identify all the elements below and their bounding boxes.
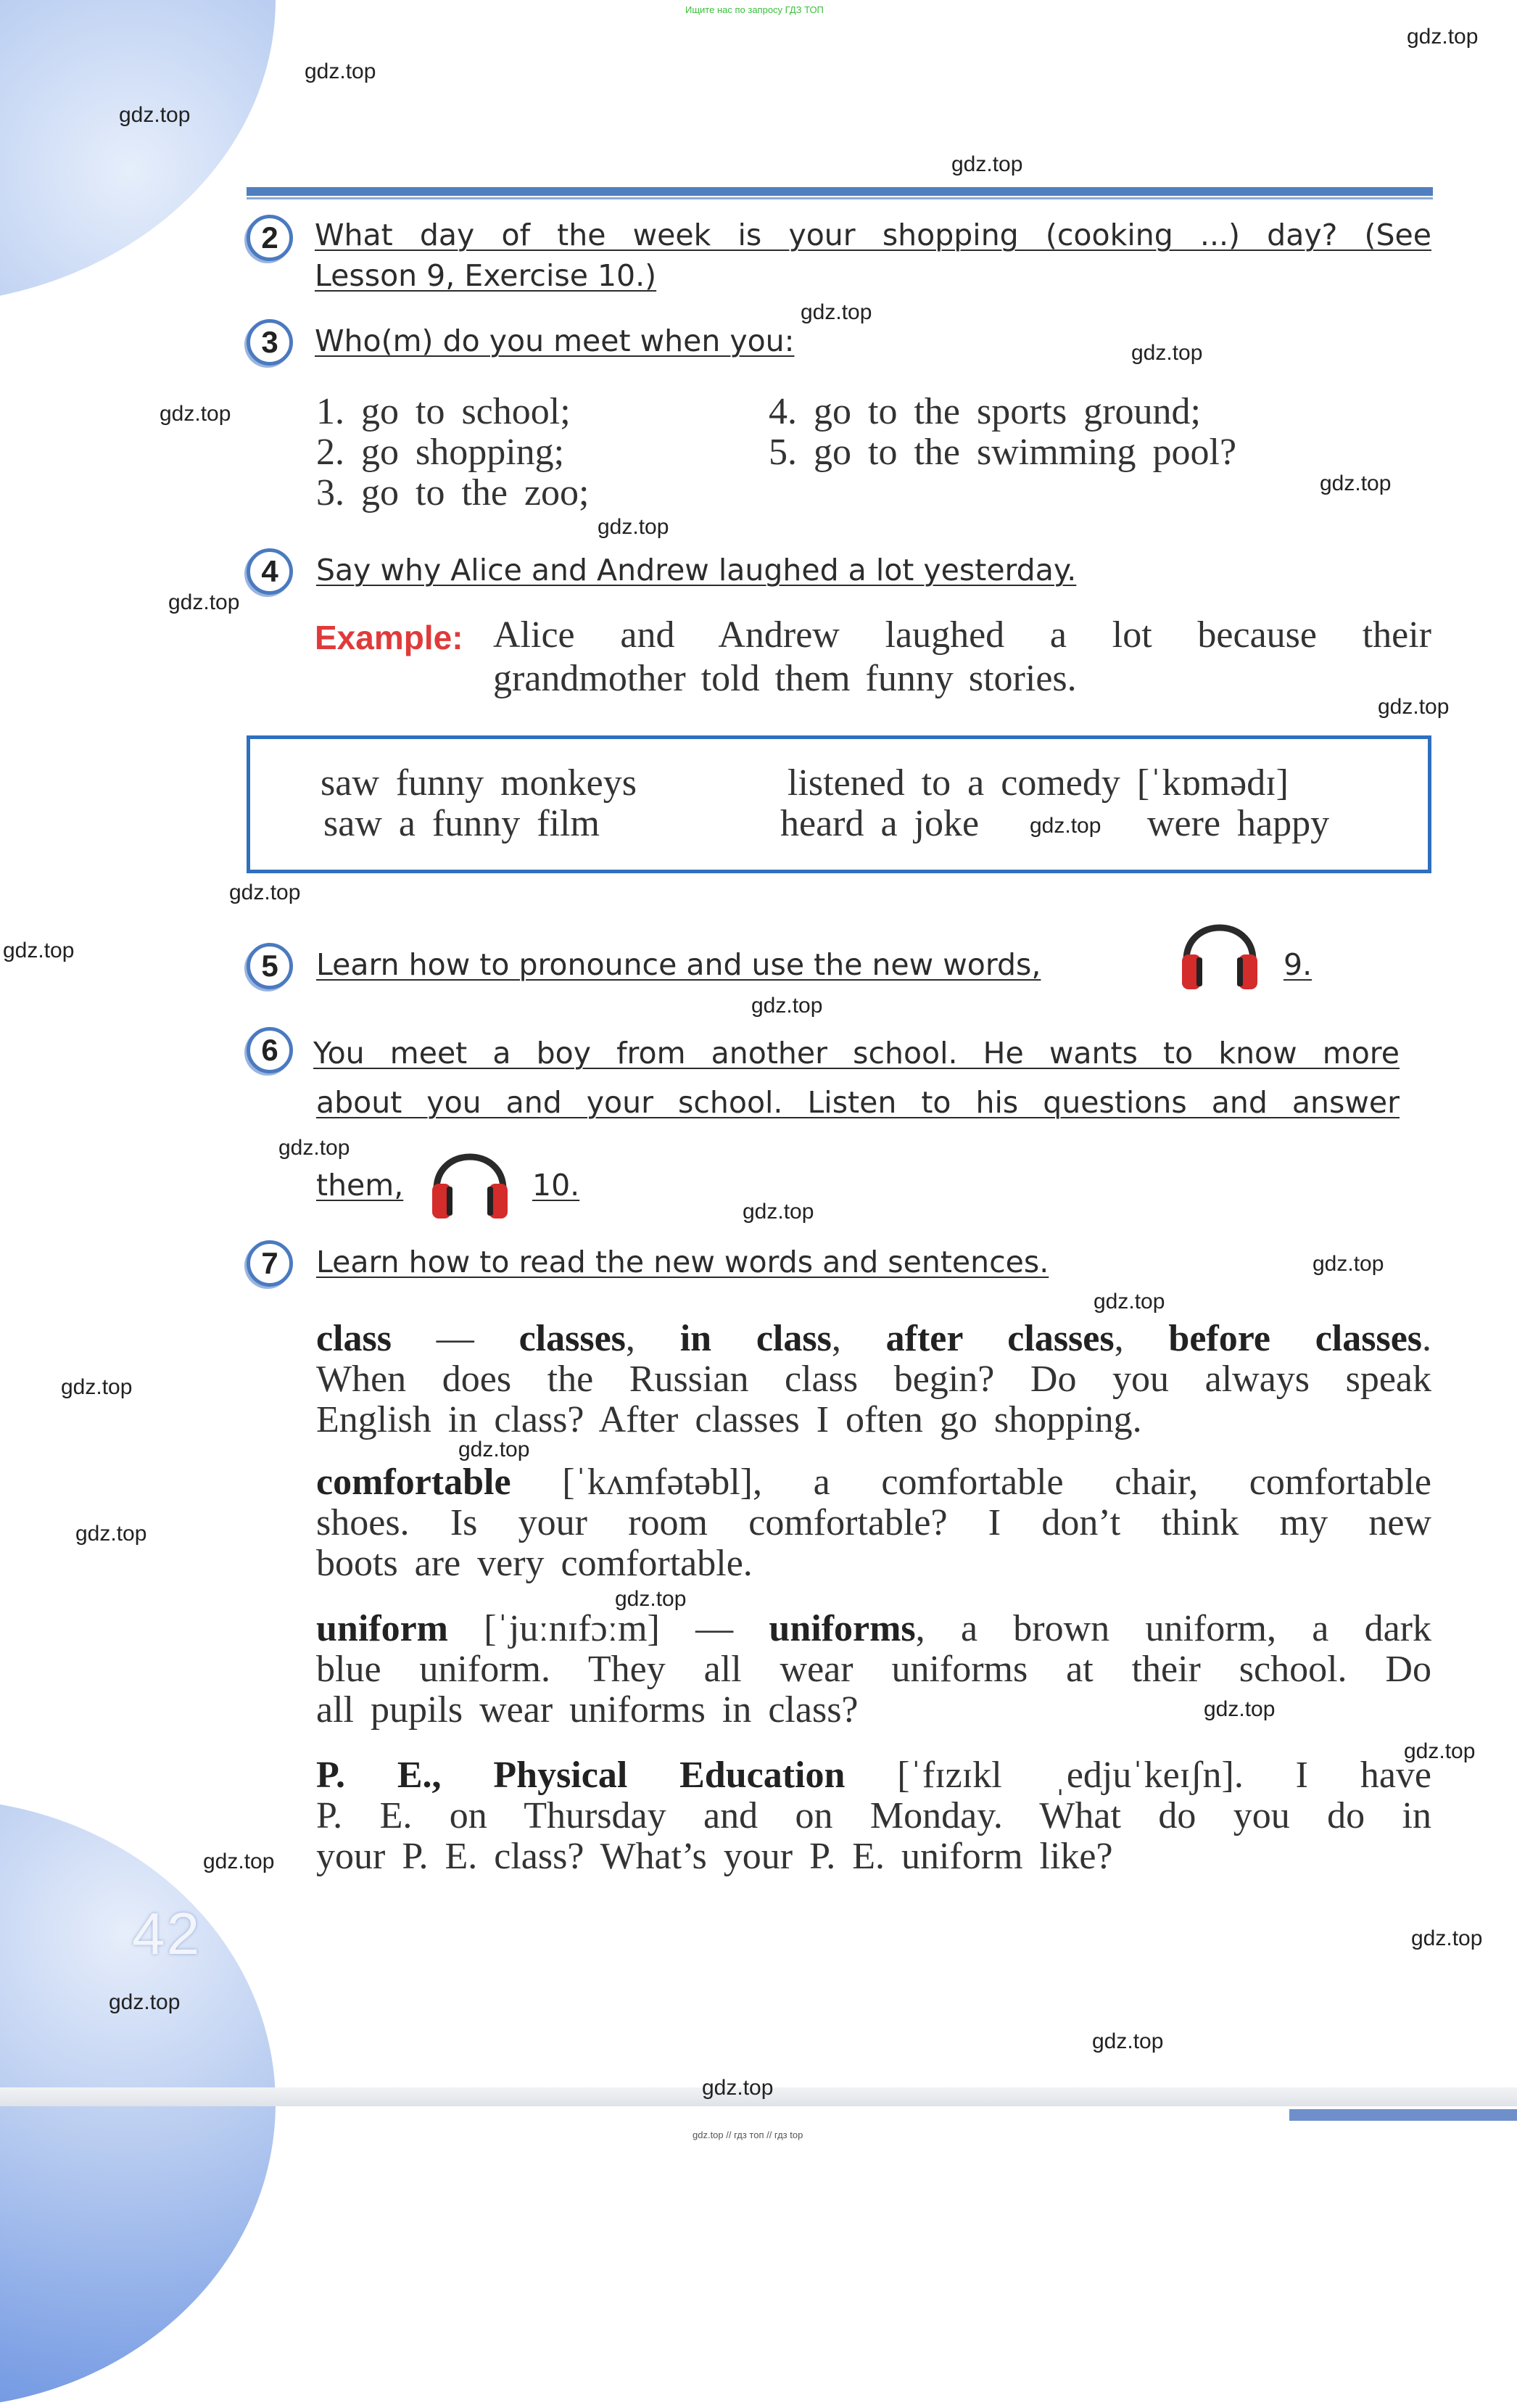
vocab-word: P. E., Physical Education [316, 1755, 846, 1796]
vocab-uniform-headline [316, 1607, 1431, 1650]
vocab-word: after classes [885, 1318, 1115, 1359]
watermark: gdz.top [1411, 1926, 1483, 1950]
vocab-uniform-line-1: blue uniform. They all wear uniforms at their school. Do [316, 1649, 1431, 1690]
vocab-word: uniforms [769, 1608, 916, 1649]
vocab-uniform-line-2: all pupils wear uniforms in class? [316, 1689, 859, 1731]
vocab-text: , a brown uniform, a dark [915, 1608, 1432, 1649]
watermark: gdz.top [305, 59, 376, 83]
watermark: gdz.top [951, 152, 1023, 176]
watermark: gdz.top [702, 2076, 774, 2100]
exercise-7-instruction: Learn how to read the new words and sentences. [316, 1245, 1049, 1279]
footer-accent [1289, 2109, 1517, 2121]
watermark: gdz.top [598, 515, 669, 539]
watermark: gdz.top [615, 1587, 687, 1611]
watermark: gdz.top [3, 939, 75, 962]
watermark: gdz.top [109, 1990, 181, 2014]
exercise-7-badge: 7 [247, 1240, 293, 1287]
watermark: gdz.top [1320, 471, 1392, 495]
example-line-2: grandmother told them funny stories. [493, 658, 1077, 699]
exercise-3-item-3: 3. go to the zoo; [316, 472, 590, 514]
vocab-text: [ˈkʌmfətəbl], a comfortable chair, comfortable [511, 1461, 1431, 1503]
watermark: gdz.top [160, 402, 231, 426]
watermark: gdz.top [1407, 25, 1479, 49]
corner-decoration-top [0, 0, 276, 305]
watermark: gdz.top [75, 1522, 147, 1546]
watermark: gdz.top [801, 300, 872, 324]
exercise-6-track: 10. [532, 1168, 580, 1203]
exercise-3-item-2: 2. go shopping; [316, 432, 565, 473]
exercise-6-badge: 6 [247, 1027, 293, 1073]
word-box-item-5: were happy [1147, 803, 1330, 844]
vocab-class-line-1: When does the Russian class begin? Do you always speak [316, 1358, 1431, 1400]
top-search-note: Ищите нас по запросу ГДЗ ТОП [685, 4, 824, 15]
exercise-3-item-5: 5. go to the swimming pool? [769, 432, 1237, 473]
exercise-5-instruction: Learn how to pronounce and use the new words, [316, 947, 1041, 982]
watermark: gdz.top [229, 881, 301, 904]
exercise-4-badge: 4 [247, 548, 293, 595]
exercise-2-badge: 2 [247, 215, 293, 261]
vocab-word: classes [518, 1318, 626, 1359]
exercise-3-item-1: 1. go to school; [316, 391, 571, 432]
exercise-3-item-4: 4. go to the sports ground; [769, 391, 1201, 432]
watermark: gdz.top [1378, 695, 1450, 719]
header-rule [247, 187, 1433, 196]
headphones-icon [426, 1133, 513, 1220]
example-line-1: Alice and Andrew laughed a lot because their [493, 614, 1431, 656]
watermark: gdz.top [1092, 2029, 1164, 2053]
exercise-3-badge: 3 [247, 319, 293, 366]
exercise-5-badge: 5 [247, 943, 293, 989]
vocab-class-line-2: English in class? After classes I often go shopping. [316, 1399, 1142, 1440]
vocab-pe-line-2: your P. E. class? What’s your P. E. uniform like? [316, 1836, 1113, 1877]
exercise-6-line-2: about you and your school. Listen to his questions and answer [316, 1085, 1400, 1120]
bottom-note: gdz.top // гдз топ // гдз top [693, 2129, 803, 2140]
exercise-5-track: 9. [1284, 947, 1313, 982]
page-number: 42 [132, 1901, 202, 1967]
watermark: gdz.top [1204, 1697, 1276, 1721]
watermark: gdz.top [168, 590, 240, 614]
watermark: gdz.top [751, 994, 823, 1018]
header-rule-thin [247, 197, 1433, 199]
example-label: Example: [315, 619, 463, 656]
vocab-word: uniform [316, 1608, 448, 1649]
watermark: gdz.top [119, 103, 191, 127]
watermark: gdz.top [203, 1850, 275, 1873]
vocab-text: [ˈjuːnɪfɔːm] — [448, 1608, 769, 1649]
watermark: gdz.top [1404, 1739, 1476, 1763]
vocab-pe-headline [316, 1754, 1431, 1797]
vocab-word: in class [679, 1318, 832, 1359]
vocab-comfortable-line-2: boots are very comfortable. [316, 1543, 753, 1584]
watermark: gdz.top [1094, 1290, 1165, 1314]
watermark: gdz.top [1313, 1252, 1384, 1276]
exercise-2-line-1: What day of the week is your shopping (cooking ...) day? (See [315, 218, 1431, 252]
watermark: gdz.top [278, 1136, 350, 1160]
watermark: gdz.top [743, 1200, 814, 1224]
watermark: gdz.top [61, 1375, 133, 1399]
vocab-comfortable-line-1: shoes. Is your room comfortable? I don’t think my new [316, 1502, 1431, 1543]
word-box-item-1: saw funny monkeys [321, 762, 637, 804]
exercise-3-instruction: Who(m) do you meet when you: [315, 323, 795, 358]
vocab-word: comfortable [316, 1461, 511, 1503]
exercise-6-line-1: You meet a boy from another school. He wants to know more [313, 1036, 1400, 1071]
exercise-4-instruction: Say why Alice and Andrew laughed a lot yesterday. [316, 553, 1077, 587]
vocab-text: , [625, 1318, 680, 1359]
vocab-text: , [831, 1318, 886, 1359]
exercise-6-line-3: them, [316, 1168, 404, 1203]
vocab-text: — [392, 1318, 519, 1359]
vocab-pe-line-1: P. E. on Thursday and on Monday. What do you do in [316, 1795, 1431, 1836]
exercise-2-line-2: Lesson 9, Exercise 10.) [315, 258, 657, 293]
vocab-word: class [316, 1318, 392, 1359]
watermark: gdz.top [458, 1438, 530, 1461]
vocab-text: , [1114, 1318, 1169, 1359]
watermark: gdz.top [1030, 814, 1101, 838]
word-box-item-2: saw a funny film [323, 803, 600, 844]
word-box-item-4: heard a joke [780, 803, 980, 844]
vocab-text: . [1422, 1318, 1432, 1359]
word-box-item-3: listened to a comedy [ˈkɒmədɪ] [788, 762, 1289, 804]
vocab-text: [ˈfɪzɪkl ˌedjuˈkeɪʃn]. I have [845, 1755, 1432, 1796]
watermark: gdz.top [1131, 341, 1203, 365]
vocab-word: before classes [1168, 1318, 1423, 1359]
headphones-icon [1176, 904, 1263, 991]
vocab-class-headline [316, 1317, 1431, 1360]
vocab-comfortable-headline [316, 1461, 1431, 1504]
